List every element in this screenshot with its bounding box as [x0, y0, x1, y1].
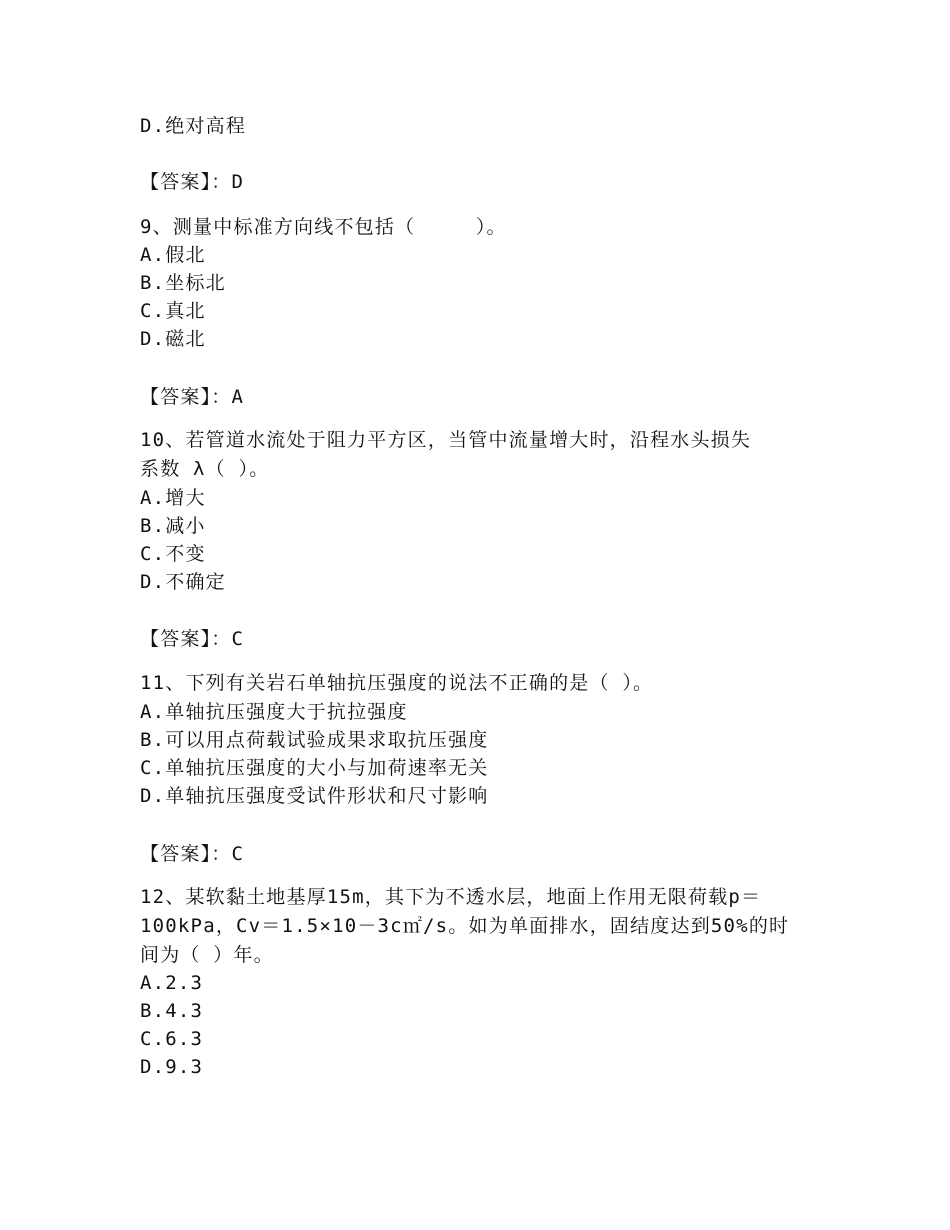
q9-option-d: D.磁北	[140, 328, 206, 350]
q12-stem-line-2: 100kPa，Cv＝1.5×10－3c㎡/s。如为单面排水，固结度达到50%的时	[140, 915, 790, 937]
q9-option-c: C.真北	[140, 300, 206, 322]
q11-option-b: B.可以用点荷载试验成果求取抗压强度	[140, 729, 489, 751]
q10-option-b: B.减小	[140, 515, 206, 537]
q12-stem-line-3: 间为（ ）年。	[140, 944, 274, 966]
q11-option-d: D.单轴抗压强度受试件形状和尺寸影响	[140, 785, 489, 807]
q9-option-b: B.坐标北	[140, 272, 226, 294]
q10-option-a: A.增大	[140, 487, 206, 509]
q11-option-c: C.单轴抗压强度的大小与加荷速率无关	[140, 757, 489, 779]
q10-stem-line-1: 10、若管道水流处于阻力平方区，当管中流量增大时，沿程水头损失	[140, 429, 752, 451]
q8-answer: 【答案】：D	[140, 171, 245, 193]
q10-answer: 【答案】：C	[140, 628, 245, 650]
q12-option-d: D.9.3	[140, 1056, 204, 1078]
q9-option-a: A.假北	[140, 244, 206, 266]
q8-option-d: D.绝对高程	[140, 115, 247, 137]
q12-option-a: A.2.3	[140, 972, 204, 994]
q12-stem-line-1: 12、某软黏土地基厚15m，其下为不透水层，地面上作用无限荷载p＝	[140, 886, 762, 908]
q11-answer: 【答案】：C	[140, 843, 245, 865]
q11-option-a: A.单轴抗压强度大于抗拉强度	[140, 701, 408, 723]
q10-stem-line-2: 系数 λ（ ）。	[140, 458, 270, 480]
q12-option-c: C.6.3	[140, 1028, 204, 1050]
q12-option-b: B.4.3	[140, 1000, 204, 1022]
q10-option-d: D.不确定	[140, 571, 226, 593]
q9-stem: 9、测量中标准方向线不包括（ ）。	[140, 216, 507, 238]
q11-stem: 11、下列有关岩石单轴抗压强度的说法不正确的是（ ）。	[140, 672, 654, 694]
q9-answer: 【答案】：A	[140, 386, 245, 408]
q10-option-c: C.不变	[140, 543, 206, 565]
